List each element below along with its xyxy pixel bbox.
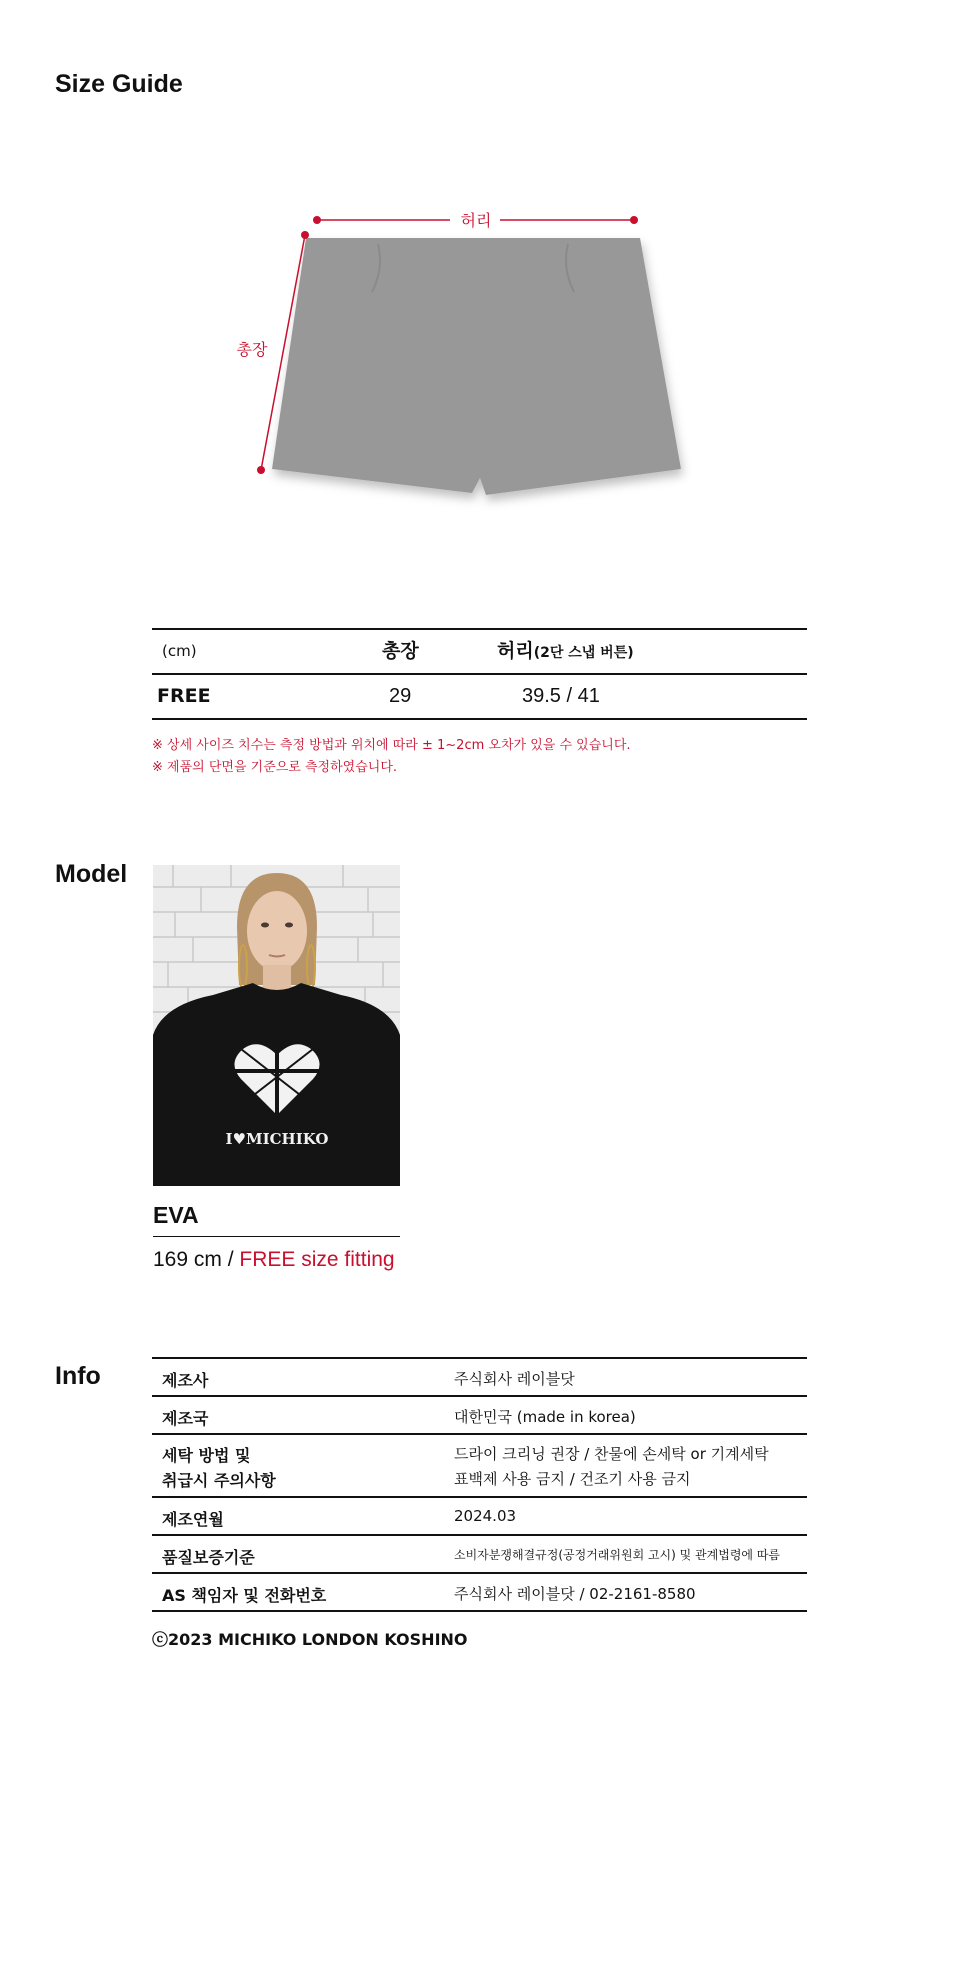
model-name-underline bbox=[153, 1236, 400, 1237]
info-row bbox=[152, 1433, 807, 1496]
info-value: 소비자분쟁해결규정(공정거래위원회 고시) 및 관계법령에 따름 bbox=[454, 1548, 781, 1562]
info-row bbox=[152, 1496, 807, 1534]
size-table bbox=[152, 630, 807, 718]
unit-label: (cm) bbox=[162, 642, 197, 660]
info-label: 취급시 주의사항 bbox=[162, 1471, 276, 1490]
length-value: 29 bbox=[389, 685, 412, 707]
info-value: 주식회사 레이블닷 / 02-2161-8580 bbox=[454, 1585, 696, 1603]
info-value: 2024.03 bbox=[454, 1507, 517, 1525]
shorts-illustration bbox=[272, 238, 681, 495]
waist-header-label: 허리 bbox=[497, 640, 534, 662]
model-fitting: FREE size fitting bbox=[239, 1248, 395, 1271]
model-fit-info bbox=[153, 1248, 395, 1272]
copyright-notice: ⓒ2023 MICHIKO LONDON KOSHINO bbox=[152, 1630, 468, 1649]
info-label: 제조사 bbox=[162, 1371, 209, 1390]
waist-endpoint-left bbox=[313, 216, 321, 224]
info-label: 제조국 bbox=[162, 1409, 209, 1428]
info-value: 드라이 크리닝 권장 / 찬물에 손세탁 or 기계세탁 bbox=[454, 1445, 769, 1463]
table-rule bbox=[152, 718, 807, 720]
waist-header-note: (2단 스냅 버튼) bbox=[533, 645, 634, 661]
info-value: 주식회사 레이블닷 bbox=[454, 1370, 575, 1388]
shorts-size-diagram bbox=[0, 0, 960, 560]
length-header: 총장 bbox=[382, 640, 419, 662]
waist-value: 39.5 / 41 bbox=[522, 685, 600, 707]
measurement-note: ※ 제품의 단면을 기준으로 측정하였습니다. bbox=[152, 760, 398, 775]
length-label: 총장 bbox=[236, 340, 268, 359]
size-table-row bbox=[152, 675, 807, 718]
info-row bbox=[152, 1572, 807, 1612]
model-name: EVA bbox=[153, 1202, 199, 1228]
length-endpoint-bottom bbox=[257, 466, 265, 474]
info-label: AS 책임자 및 전화번호 bbox=[162, 1586, 327, 1605]
model-photo-illustration bbox=[153, 865, 400, 1186]
shirt-print-text: I♥MICHIKO bbox=[225, 1130, 329, 1148]
info-label: 세탁 방법 및 bbox=[162, 1446, 251, 1465]
waist-header bbox=[497, 630, 634, 673]
waist-endpoint-right bbox=[630, 216, 638, 224]
info-title: Info bbox=[55, 1362, 101, 1390]
size-table-header bbox=[152, 630, 807, 673]
size-guide-title: Size Guide bbox=[55, 70, 183, 98]
waist-label: 허리 bbox=[460, 211, 492, 230]
info-label: 제조연월 bbox=[162, 1510, 224, 1529]
info-row bbox=[152, 1534, 807, 1572]
size-name: FREE bbox=[157, 685, 211, 707]
info-value: 대한민국 (made in korea) bbox=[454, 1408, 636, 1426]
model-photo bbox=[153, 865, 400, 1186]
info-value: 표백제 사용 금지 / 건조기 사용 금지 bbox=[454, 1470, 691, 1488]
measurement-note: ※ 상세 사이즈 치수는 측정 방법과 위치에 따라 ± 1~2cm 오차가 있을 수 있습니다. bbox=[152, 738, 631, 753]
model-face bbox=[247, 891, 307, 971]
model-title: Model bbox=[55, 860, 128, 888]
model-height: 169 cm / bbox=[153, 1248, 234, 1271]
info-label: 품질보증기준 bbox=[162, 1548, 255, 1567]
info-table bbox=[152, 1357, 807, 1612]
info-row bbox=[152, 1395, 807, 1433]
info-row bbox=[152, 1357, 807, 1395]
length-endpoint-top bbox=[301, 231, 309, 239]
